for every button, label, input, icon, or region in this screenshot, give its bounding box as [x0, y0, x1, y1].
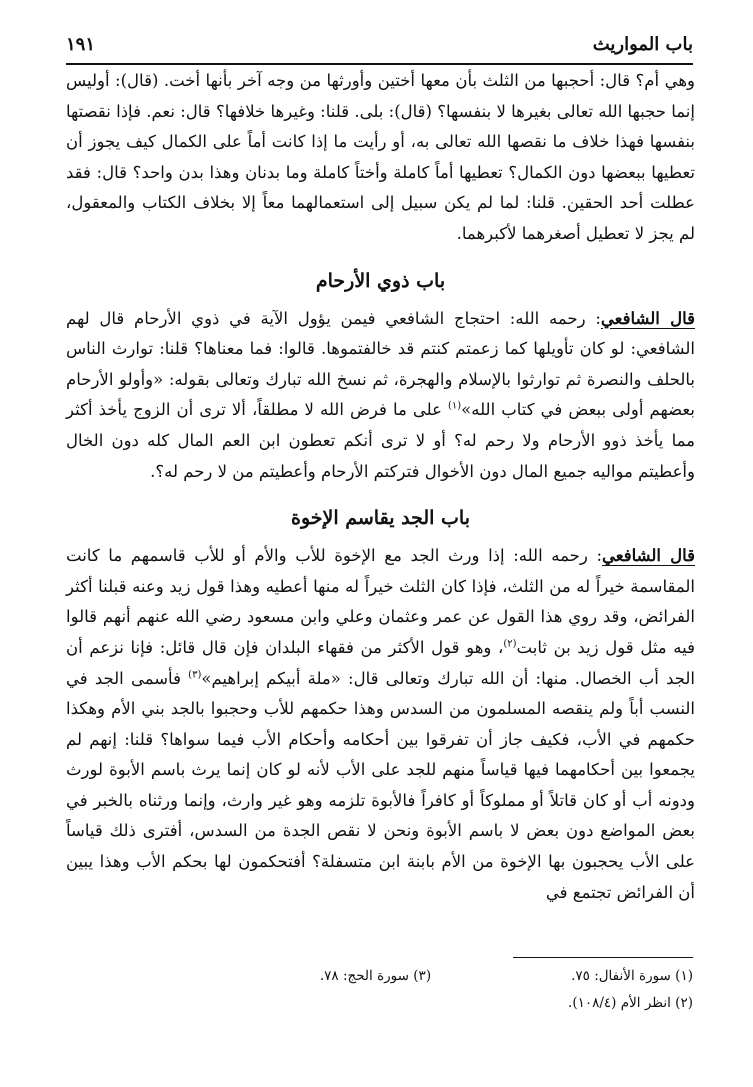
paragraph-text: على ما فرض الله لا مطلقاً، ألا ترى أن الزوج يأخذ أكثر مما يأخذ ذوو الأرحام ولا رحم له؟ أو لا ترى أنكم تعطون ابن العم المال كله دون الخال وأعطيتم مواليه جميع المال دون الأخوال فتركتم الأرحام وأعطيتم من لا رحم له؟. [66, 400, 695, 481]
footnote [568, 990, 693, 1017]
footnote-row [66, 990, 693, 1017]
footnote [320, 963, 431, 990]
paragraph-text: فأسمى الجد في النسب أباً ولم ينقصه المسلمون من السدس وهذا حكمهم للأب وحجبوا بالجد بني الأم وهكذا حكمهم في الأب، فكيف جاز أن تفرقوا بين أحكامه وأحكام الأب فيما سواها؟ قلنا: إنهم لم يجمعوا بين أحكامهما فيها قياساً منهم للجد على الأب لأنه لو كان إنما يرث باسم الأبوة لورث ودونه أب أو كان قاتلاً أو مملوكاً أو كافراً فالأبوة تلزمه وهو غير وارث، وإنما ورثناه بالخبر في بعض المواضع دون بعض لا باسم الأبوة ونحن لا نقص الجدة من السدس، أفترى ذلك قياساً على الأب يحجبون بها الإخوة من الأم بابنة ابن متسفلة؟ أفتحكمون لها بحكم الأب وهذا يبين أن الفرائض تجتمع في [66, 668, 695, 902]
footnote-rule [513, 957, 693, 958]
footnote-row [66, 963, 693, 990]
paragraph-continuation [66, 66, 695, 250]
section-heading: باب ذوي الأرحام [315, 269, 446, 292]
main-text [66, 66, 695, 908]
footnote-number: (٣) [413, 968, 432, 984]
footnote-marker: (٢) [503, 638, 517, 650]
speaker-lead: قال الشافعي [600, 308, 695, 328]
speaker-lead: قال الشافعي [602, 546, 695, 566]
chapter-title: باب المواريث [592, 34, 693, 55]
paragraph-text: : رحمه الله: إذا ورث الجد مع الإخوة للأب والأم أو للأب قاسمهم ما كانت المقاسمة خيراً له من الثلث، فإذا كان الثلث خيراً له منها أعطيه وهذا قول زيد وعنه قبلنا أكثر الفرائض، وقد روي هذا القول عن عمر وعثمان وعلي وابن مسعود رضي الله عنهم أنهم قالوا فيه مثل قول زيد بن ثابت [66, 546, 696, 657]
paragraph-text: وهي أم؟ قال: أحجبها من الثلث بأن معها أختين وأورثها من وجه آخر بأنها أخت. (قال): أوليس إنما حجبها الله تعالى بغيرها لا بنفسها؟ (قال): بلى. قلنا: وغيرها خلافها؟ قال: نعم. فإذا نقصتها بنفسها فهذا خلاف ما نقصها الله تعالى به، أو رأيت ما إذا كانت أماً على الكمال كيف يجوز أن تعطيها ببعضها دون الكمال؟ تعطيها أماً كاملة وأختاً كاملة وما بدنان وهذا بدن واحد؟ قال: فقد عطلت أحد الحقين. قلنا: لما لم يكن سبيل إلى استعمالهما معاً إلا بخلاف الكتاب والمعقول، لم يجز لا تعطيل أصغرهما لأكبرهما. [66, 71, 695, 243]
section-heading: باب الجد يقاسم الإخوة [291, 507, 470, 530]
footnote-text: سورة الحج: ٧٨. [319, 968, 409, 984]
footnote-number: (١) [675, 968, 693, 984]
footnote [571, 963, 693, 990]
footnote-text: انظر الأم (١٠٨/٤). [568, 995, 671, 1011]
footnote-marker: (١) [447, 400, 462, 412]
footnotes [66, 963, 693, 1017]
paragraph-text: ، وهو قول الأكثر من فقهاء البلدان فإن قال قائل: فإنا نزعم أن الجد أب الخصال. منها: أن الله تبارك وتعالى قال: «ملة أبيكم إبراهيم» [66, 637, 695, 688]
paragraph-dhawi-al-arham [66, 304, 695, 488]
footnote-marker: (٣) [188, 669, 202, 680]
paragraph-jadd [66, 541, 695, 908]
running-header [66, 30, 693, 60]
page-number: ١٩١ [66, 34, 96, 55]
footnote-number: (٢) [675, 995, 693, 1011]
header-rule [66, 63, 693, 65]
footnote-text: سورة الأنفال: ٧٥. [571, 968, 671, 984]
paragraph-text: : رحمه الله: احتجاج الشافعي فيمن يؤول الآية في ذوي الأرحام قال لهم الشافعي: لو كان تأويلها كما زعمتم كنتم قد خالفتموها. قالوا: فما معناها؟ قلنا: توارث الناس بالحلف والنصرة ثم توارثوا بالإسلام والهجرة، ثم نسخ الله تبارك وتعالى بقوله: «وأولو الأرحام بعضهم أولى ببعض في كتاب الله» [66, 308, 695, 420]
